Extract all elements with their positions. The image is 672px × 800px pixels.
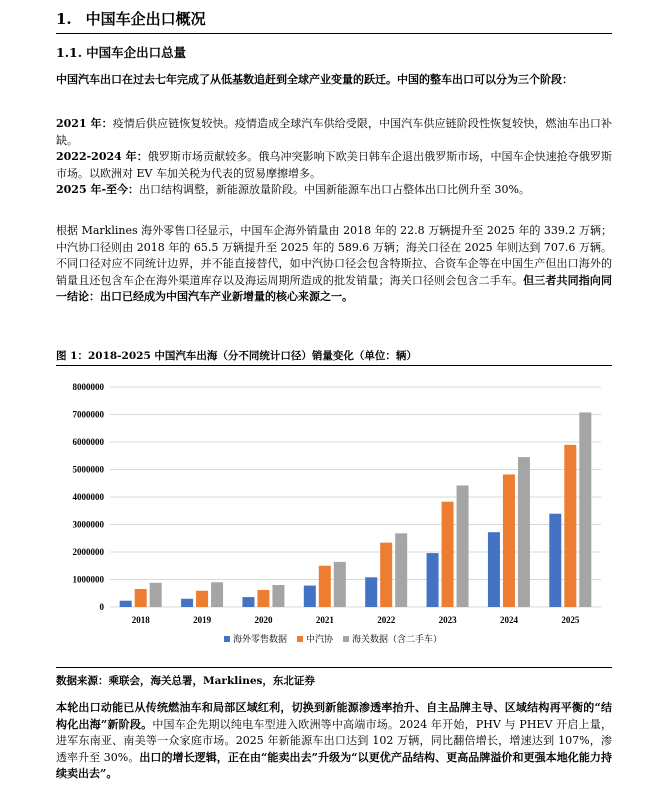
bar <box>150 583 162 607</box>
section-title: 中国车企出口概况 <box>85 10 206 28</box>
bar <box>196 591 208 607</box>
x-tick-label: 2020 <box>254 615 273 625</box>
bar <box>518 457 530 607</box>
stage-label: 2022-2024 年： <box>56 150 148 163</box>
structure-conclusion: 出口的增长逻辑，正在由“能卖出去”升级为“以更优产品结构、更高品牌溢价和更强本地化能力持续卖出去”。 <box>56 750 612 780</box>
legend-label: 中汽协 <box>306 634 334 644</box>
y-tick-label: 0 <box>99 602 104 612</box>
bar <box>272 585 284 607</box>
bar <box>564 445 576 607</box>
legend-swatch <box>343 636 349 642</box>
intro-paragraph: 中国汽车出口在过去七年完成了从低基数追赶到全球产业变量的跃迁。中国的整车出口可以分为三个阶段： <box>56 73 573 86</box>
bar <box>120 601 132 607</box>
figure-top-rule <box>56 365 612 366</box>
comparison-conclusion: 但三者共同指向同一结论：出口已经成为中国汽车产业新增量的核心来源之一。 <box>56 273 612 303</box>
y-tick-label: 7000000 <box>72 409 104 420</box>
structure-lead: 本轮出口动能已从传统燃油车和局部区域红利，切换到新能源渗透率抬升、自主品牌主导、区域结构再平衡的“结构化出海”新阶段。 <box>56 701 612 731</box>
bar <box>242 597 254 607</box>
section-number: 1. <box>56 10 72 28</box>
stage-text: 出口结构调整，新能源放量阶段。中国新能源车出口占整体出口比例升至 30%。 <box>139 183 530 196</box>
x-tick-label: 2018 <box>131 615 150 625</box>
y-tick-label: 3000000 <box>72 519 104 530</box>
stage-label: 2025 年-至今： <box>56 183 140 196</box>
x-tick-label: 2025 <box>561 615 580 625</box>
bar <box>427 553 439 607</box>
data-comparison-paragraph <box>56 223 612 306</box>
x-tick-label: 2023 <box>438 615 457 625</box>
y-tick-label: 5000000 <box>72 464 104 475</box>
legend-swatch <box>224 636 230 642</box>
bar <box>181 599 193 607</box>
figure-bottom-rule <box>56 667 612 668</box>
legend-label: 海关数据（含二手车） <box>352 634 443 644</box>
figure-source: 数据来源：乘联会，海关总署，Marklines，东北证券 <box>56 675 315 687</box>
section-heading <box>56 8 206 29</box>
y-tick-label: 1000000 <box>72 574 104 585</box>
legend-label: 海外零售数据 <box>233 634 288 644</box>
bar <box>395 533 407 607</box>
subsection-number: 1.1. <box>56 45 83 60</box>
bar <box>503 474 515 607</box>
bar <box>257 590 269 607</box>
bar <box>211 582 223 607</box>
structure-text: 中国车企先期以纯电车型进入欧洲等中高端市场。2024 年开始，PHV 与 PHEV 开启上量，进军东南亚、南美等一众家庭市场。2025 年新能源车出口达到 102 万辆，同比翻倍增长，增速达到 107%，渗透率升至 30%。 <box>56 717 612 764</box>
bar <box>380 543 392 607</box>
x-tick-label: 2022 <box>377 615 396 625</box>
figure-title: 图 1：2018-2025 中国汽车出海（分不同统计口径）销量变化（单位：辆） <box>56 350 417 362</box>
x-tick-label: 2021 <box>315 615 334 625</box>
y-tick-label: 8000000 <box>72 382 104 392</box>
bar <box>365 577 377 607</box>
bar <box>304 586 316 607</box>
bar <box>488 532 500 607</box>
legend-swatch <box>297 636 303 642</box>
stage-item <box>56 182 612 199</box>
bar <box>457 485 469 607</box>
stage-label: 2021 年： <box>56 117 113 130</box>
stage-text: 疫情后供应链恢复较快。疫情造成全球汽车供给受限，中国汽车供应链阶段性恢复较快，燃油车出口补缺。 <box>56 117 613 147</box>
y-tick-label: 6000000 <box>72 437 104 447</box>
stage-text: 俄罗斯市场贡献较多。俄乌冲突影响下欧美日韩车企退出俄罗斯市场，中国车企快速抢夺俄罗斯市场。以欧洲对 EV 车加关税为代表的贸易摩擦增多。 <box>56 150 612 180</box>
x-tick-label: 2024 <box>499 615 518 625</box>
y-tick-label: 4000000 <box>72 492 104 502</box>
bar <box>135 589 147 607</box>
bar <box>334 562 346 607</box>
bar <box>319 566 331 607</box>
bar <box>579 412 591 607</box>
stage-item <box>56 116 612 149</box>
y-tick-label: 2000000 <box>72 547 104 557</box>
stages-block <box>56 116 612 199</box>
x-tick-label: 2019 <box>193 615 212 625</box>
structure-paragraph <box>56 700 612 783</box>
subsection-heading <box>56 43 186 61</box>
bar <box>442 502 454 607</box>
export-sales-chart <box>56 370 612 666</box>
bar <box>549 514 561 607</box>
section-divider <box>56 33 612 34</box>
comparison-text: 根据 Marklines 海外零售口径显示，中国车企海外销量由 2018 年的 22.8 万辆提升至 2025 年的 339.2 万辆；中汽协口径则由 2018 年的 65.5 万辆提升至 2025 年的 589.6 万辆；海关口径在 2025 年则达到 707.6 万辆。不同口径对应不同统计边界，并不能直接替代，如中汽协口径会包含特斯拉、合资车企等在中国生产但出口海外的销量且还包含车企在海外渠道库存以及海运周期所造成的批发销量；海关口径则会包含二手车。 <box>56 224 612 287</box>
subsection-title: 中国车企出口总量 <box>86 45 187 60</box>
stage-item <box>56 149 612 182</box>
